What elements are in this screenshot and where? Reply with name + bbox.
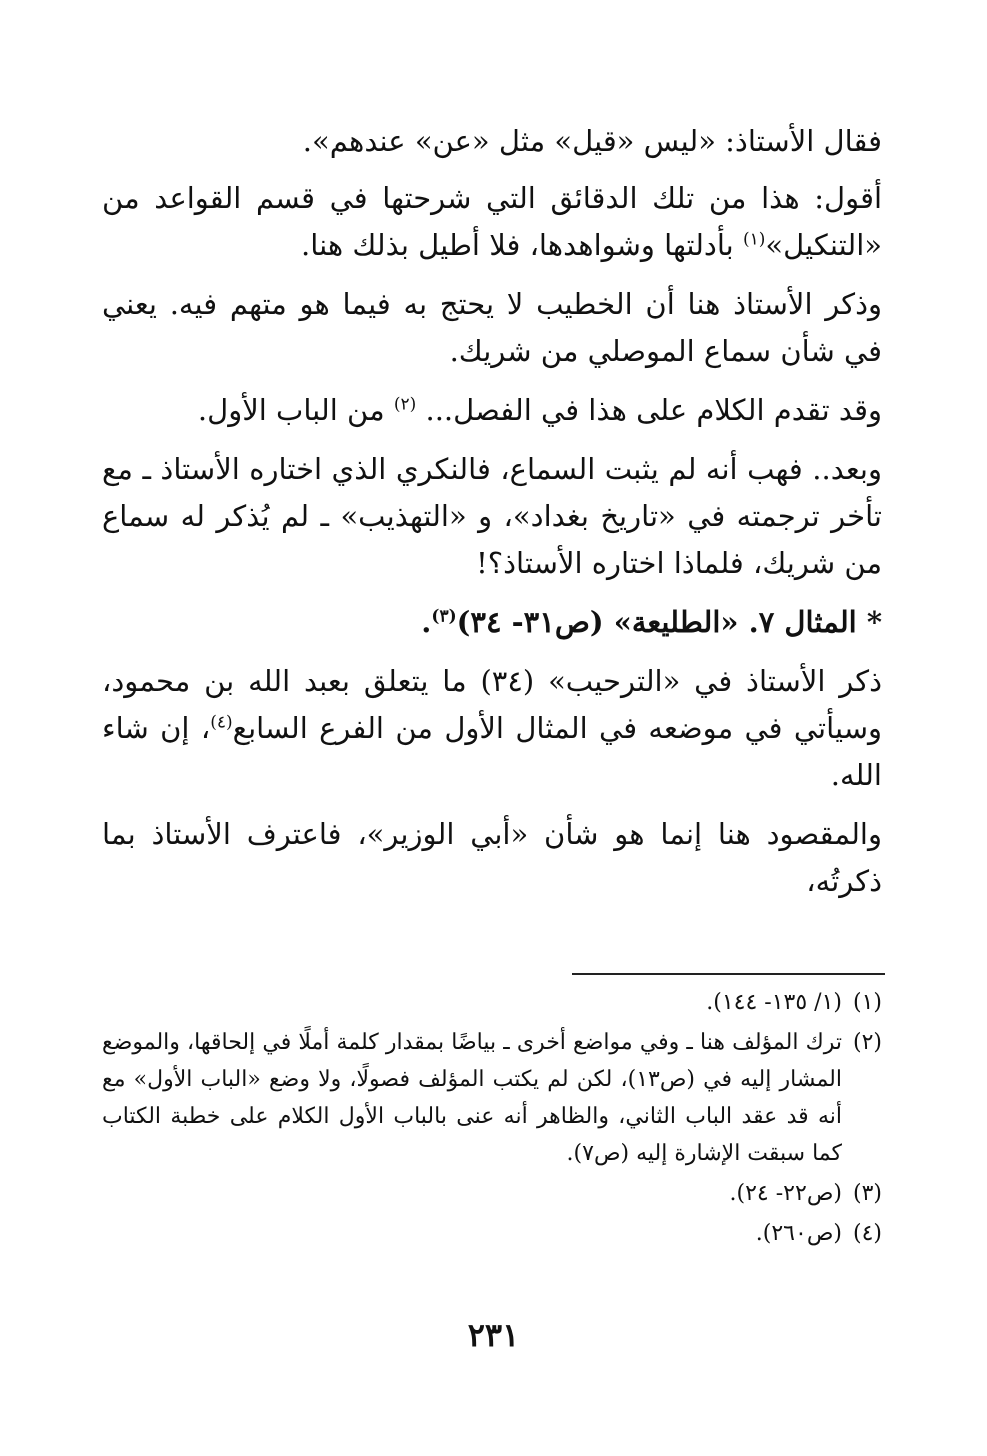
page-number: ٢٣١ — [467, 1316, 520, 1354]
paragraph-text: من الباب الأول. — [197, 393, 394, 427]
footnote — [102, 1024, 882, 1172]
footnote-number: (١) — [852, 990, 882, 1015]
paragraph-text: بأدلتها وشواهدها، فلا أطيل بذلك هنا. — [301, 228, 743, 262]
footnote-ref[interactable]: (١) — [742, 229, 766, 250]
footnotes — [102, 984, 882, 1255]
heading-text: * المثال ٧. «الطليعة» (ص٣١- ٣٤) — [456, 605, 882, 639]
heading-text: . — [421, 605, 432, 639]
footnote-text: (ص٢٦٠). — [755, 1221, 842, 1246]
paragraph-text: والمقصود هنا إنما هو شأن «أبي الوزير»، فاعترف الأستاذ بما ذكرتُه، — [102, 817, 882, 898]
footnote-ref[interactable]: (٢) — [393, 394, 417, 415]
paragraph — [102, 658, 882, 799]
paragraph-text: وبعد.. فهب أنه لم يثبت السماع، فالنكري الذي اختاره الأستاذ ـ مع تأخر ترجمته في «تاريخ بغداد»، و «التهذيب» ـ لم يُذكر له سماع من شريك، فلماذا اختاره الأستاذ؟! — [102, 452, 882, 580]
paragraph-text: وقد تقدم الكلام على هذا في الفصل... — [416, 393, 882, 427]
paragraph — [102, 281, 882, 375]
paragraph-text: ، إن شاء الله. — [102, 711, 882, 792]
footnote-ref[interactable]: (٤) — [210, 712, 233, 733]
footnote-number: (٤) — [852, 1221, 882, 1246]
footnote-number: (٣) — [852, 1181, 882, 1206]
paragraph-text: وذكر الأستاذ هنا أن الخطيب لا يحتج به فيما هو متهم فيه. يعني في شأن سماع الموصلي من شريك. — [102, 287, 882, 368]
paragraph — [102, 446, 882, 587]
footnote — [102, 1175, 882, 1212]
footnote-text: (ص٢٢- ٢٤). — [729, 1181, 842, 1206]
section-heading — [102, 599, 882, 646]
paragraph-text: فقال الأستاذ: «ليس «قيل» مثل «عن» عندهم». — [302, 124, 882, 158]
paragraph — [102, 387, 882, 434]
footnote-ref[interactable]: (٣) — [431, 606, 457, 627]
footnote — [102, 984, 882, 1021]
paragraph — [102, 175, 882, 269]
paragraph-text: أقول: هذا من تلك الدقائق التي شرحتها في قسم القواعد من «التنكيل» — [102, 181, 882, 262]
paragraph — [102, 811, 882, 905]
footnote — [102, 1215, 882, 1252]
main-text — [102, 118, 882, 917]
footnote-text: ترك المؤلف هنا ـ وفي مواضع أخرى ـ بياضًا بمقدار كلمة أملًا في إلحاقها، والموضع المشار إليه في (ص١٣)، لكن لم يكتب المؤلف فصولًا، ولا وضع «الباب الأول» مع أنه قد عقد الباب الثاني، والظاهر أنه عنى بالباب الأول الكلام على خطبة الكتاب كما سبقت الإشارة إليه (ص٧). — [102, 1030, 842, 1166]
footnote-number: (٢) — [852, 1030, 882, 1055]
footnote-text: (١/ ١٣٥- ١٤٤). — [706, 990, 842, 1015]
footnote-divider — [572, 973, 885, 975]
paragraph-text: ذكر الأستاذ في «الترحيب» (٣٤) ما يتعلق بعبد الله بن محمود، وسيأتي في موضعه في المثال الأول من الفرع السابع — [102, 664, 882, 745]
paragraph — [102, 118, 882, 165]
